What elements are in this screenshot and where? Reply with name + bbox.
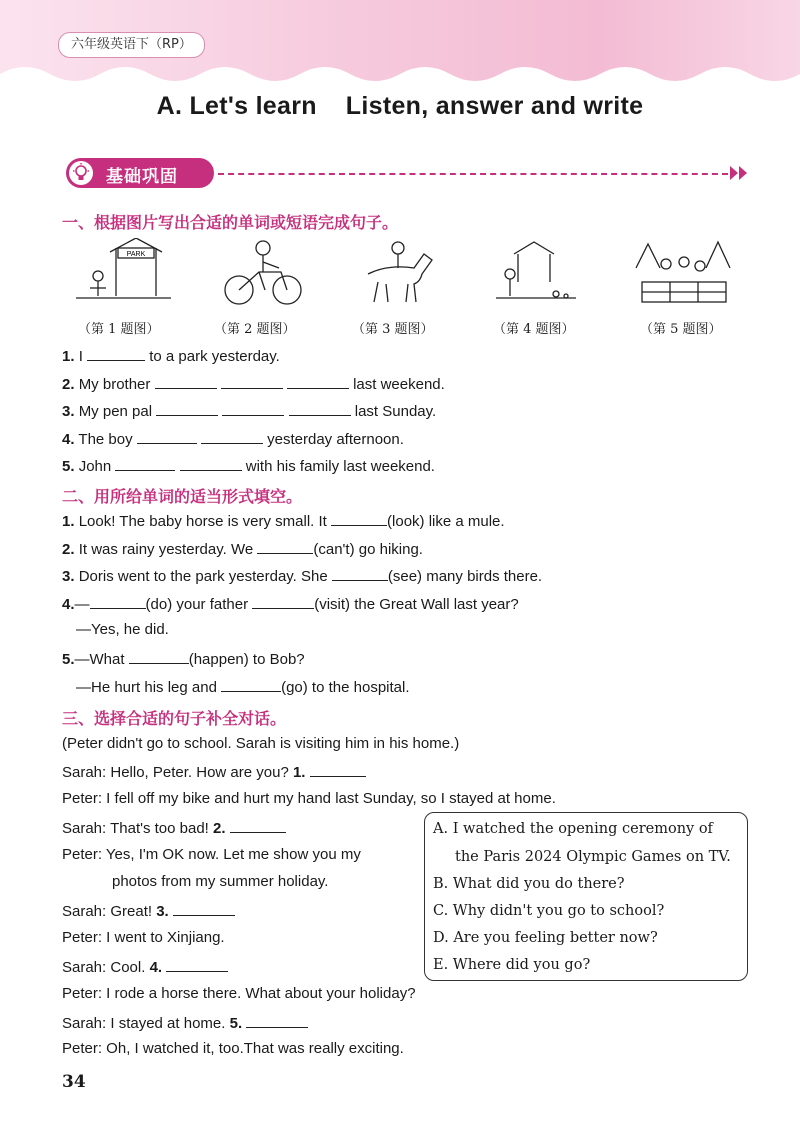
dialogue-line-2: Peter: I fell off my bike and hurt my hand last Sunday, so I stayed at home. bbox=[62, 790, 556, 807]
part1-title: 一、根据图片写出合适的单词或短语完成句子。 bbox=[62, 213, 399, 232]
header-wave bbox=[0, 60, 800, 90]
p3-context: (Peter didn't go to school. Sarah is visiting him in his home.) bbox=[62, 735, 460, 752]
section-badge-label: 基础巩固 bbox=[106, 167, 178, 187]
p2-item-5-answer: —He hurt his leg and (go) to the hospital. bbox=[76, 679, 410, 696]
dialogue-line-1: Sarah: Hello, Peter. How are you? 1. bbox=[62, 762, 366, 781]
p1-item-3: 3. My pen pal last Sunday. bbox=[62, 403, 437, 420]
pic-bike-icon bbox=[225, 241, 301, 304]
p2-item-4-answer: —Yes, he did. bbox=[76, 621, 169, 638]
pic-horse-icon bbox=[368, 242, 432, 302]
part2-title: 二、用所给单词的适当形式填空。 bbox=[62, 487, 303, 506]
dialogue-line-9: Peter: I rode a horse there. What about your holiday? bbox=[62, 985, 416, 1002]
section-badge bbox=[66, 158, 214, 188]
pic-pavilion-icon bbox=[496, 242, 576, 298]
unit-title: A. Let's learn Listen, answer and write bbox=[156, 92, 644, 120]
caption-4: （第 4 题图） bbox=[493, 322, 575, 337]
dialogue-line-8: Sarah: Cool. 4. bbox=[62, 957, 228, 976]
caption-5: （第 5 题图） bbox=[640, 322, 722, 337]
p2-item-1: 1. Look! The baby horse is very small. It (look) like a mule. bbox=[62, 513, 505, 530]
p1-item-1: 1. I to a park yesterday. bbox=[62, 348, 280, 365]
option-a-cont: the Paris 2024 Olympic Games on TV. bbox=[455, 849, 731, 865]
caption-1: （第 1 题图） bbox=[78, 322, 160, 337]
p1-item-2: 2. My brother last weekend. bbox=[62, 376, 445, 393]
caption-3: （第 3 题图） bbox=[352, 322, 434, 337]
dialogue-line-11: Peter: Oh, I watched it, too.That was really exciting. bbox=[62, 1040, 404, 1057]
dialogue-line-7: Peter: I went to Xinjiang. bbox=[62, 929, 225, 946]
section-divider bbox=[218, 173, 728, 175]
pic-park-icon bbox=[76, 238, 171, 298]
dialogue-line-5: photos from my summer holiday. bbox=[112, 873, 329, 890]
double-arrow-icon bbox=[728, 164, 752, 182]
dialogue-line-6: Sarah: Great! 3. bbox=[62, 901, 235, 920]
options-box bbox=[424, 812, 748, 981]
p1-item-5: 5. John with his family last weekend. bbox=[62, 458, 435, 475]
part3-title: 三、选择合适的句子补全对话。 bbox=[62, 709, 287, 728]
option-a: A. I watched the opening ceremony of bbox=[433, 821, 713, 837]
p2-item-5: 5.—What (happen) to Bob? bbox=[62, 651, 305, 668]
park-sign-text: PARK bbox=[126, 251, 146, 258]
option-c: C. Why didn't you go to school? bbox=[433, 903, 665, 919]
caption-2: （第 2 题图） bbox=[214, 322, 296, 337]
pic-family-icon bbox=[636, 242, 730, 302]
picture-row bbox=[76, 238, 756, 308]
dialogue-line-10: Sarah: I stayed at home. 5. bbox=[62, 1013, 308, 1032]
page-number: 34 bbox=[62, 1072, 86, 1092]
option-e: E. Where did you go? bbox=[433, 957, 591, 973]
p2-item-3: 3. Doris went to the park yesterday. She (see) many birds there. bbox=[62, 568, 543, 585]
option-d: D. Are you feeling better now? bbox=[433, 930, 658, 946]
lightbulb-icon bbox=[69, 161, 93, 185]
p2-item-2: 2. It was rainy yesterday. We (can't) go hiking. bbox=[62, 541, 423, 558]
option-b: B. What did you do there? bbox=[433, 876, 625, 892]
p2-item-4: 4.— (do) your father (visit) the Great Wall last year? bbox=[62, 596, 519, 613]
dialogue-line-4: Peter: Yes, I'm OK now. Let me show you my bbox=[62, 846, 361, 863]
book-label: 六年级英语下（RP） bbox=[58, 32, 205, 58]
p1-item-4: 4. The boy yesterday afternoon. bbox=[62, 431, 404, 448]
dialogue-line-3: Sarah: That's too bad! 2. bbox=[62, 818, 286, 837]
